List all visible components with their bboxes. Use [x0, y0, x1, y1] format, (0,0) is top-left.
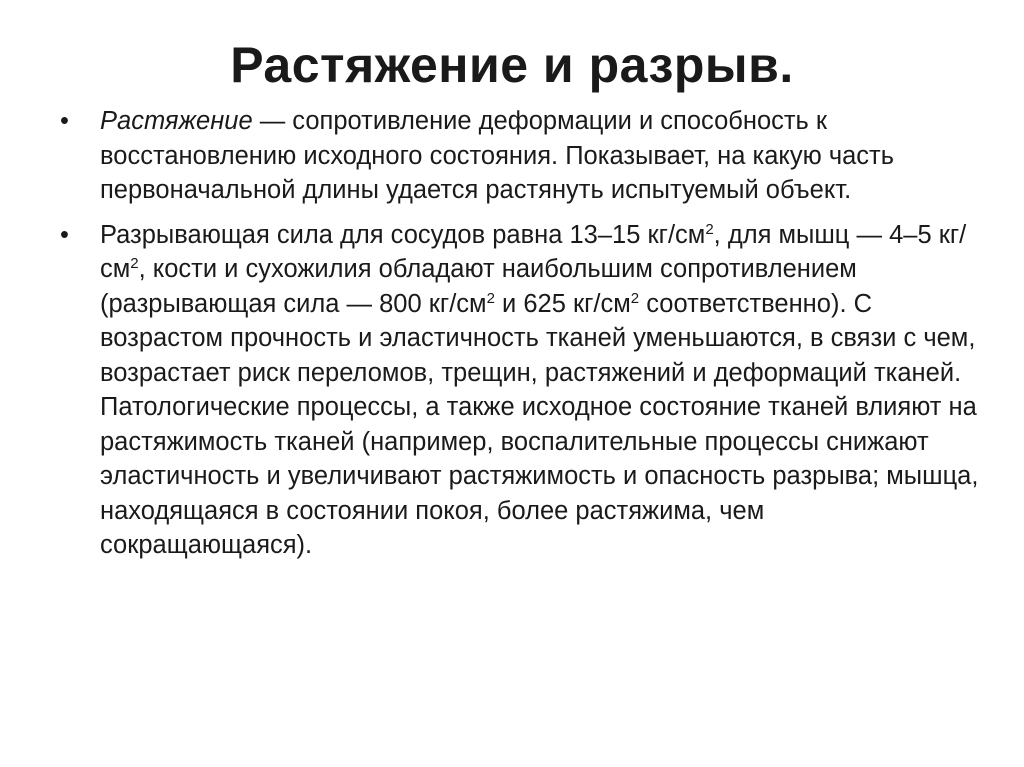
superscript: 2: [705, 220, 714, 238]
bullet-text-part: соответственно). С возрастом прочность и эластичность тканей уменьшаются, в связи с чем, возрастает риск переломов, трещин, растяжений и деформаций тканей. Патологические процессы, а также исходное состояние тканей влияют на растяжимость тканей (например, воспалительные процессы снижают эластичность и увеличивают растяжимость и опасность разрыва; мышца, находящаяся в состоянии покоя, более растяжима, чем сокращающаяся).: [100, 289, 979, 559]
bullet-text-part: и 625 кг/см: [494, 289, 631, 318]
slide-title: Растяжение и разрыв.: [230, 37, 794, 93]
bullet-text-part: , для мышц — 4–5 кг/см: [100, 220, 967, 283]
bullet-item-rupture-force: [60, 218, 980, 563]
superscript: 2: [630, 289, 640, 307]
bullet-text-part: , кости и сухожилия обладают наибольшим сопротивлением (разрывающая сила — 800 кг/см: [100, 255, 857, 318]
bullet-list: [60, 104, 980, 573]
bullet-text: — сопротивление деформации и способность к восстановлению исходного состояния. Показывает, на какую часть первоначальной длины удается растянуть испытуемый объект.: [100, 107, 894, 204]
superscript: 2: [486, 289, 495, 307]
superscript: 2: [130, 255, 139, 272]
bullet-term: Растяжение: [100, 107, 253, 135]
bullet-item-stretching: [60, 104, 980, 208]
bullet-text-part: Разрывающая сила для сосудов равна 13–15 кг/см: [100, 220, 706, 249]
bullet-dot-icon: •: [60, 220, 69, 249]
bullet-dot-icon: •: [60, 107, 69, 135]
